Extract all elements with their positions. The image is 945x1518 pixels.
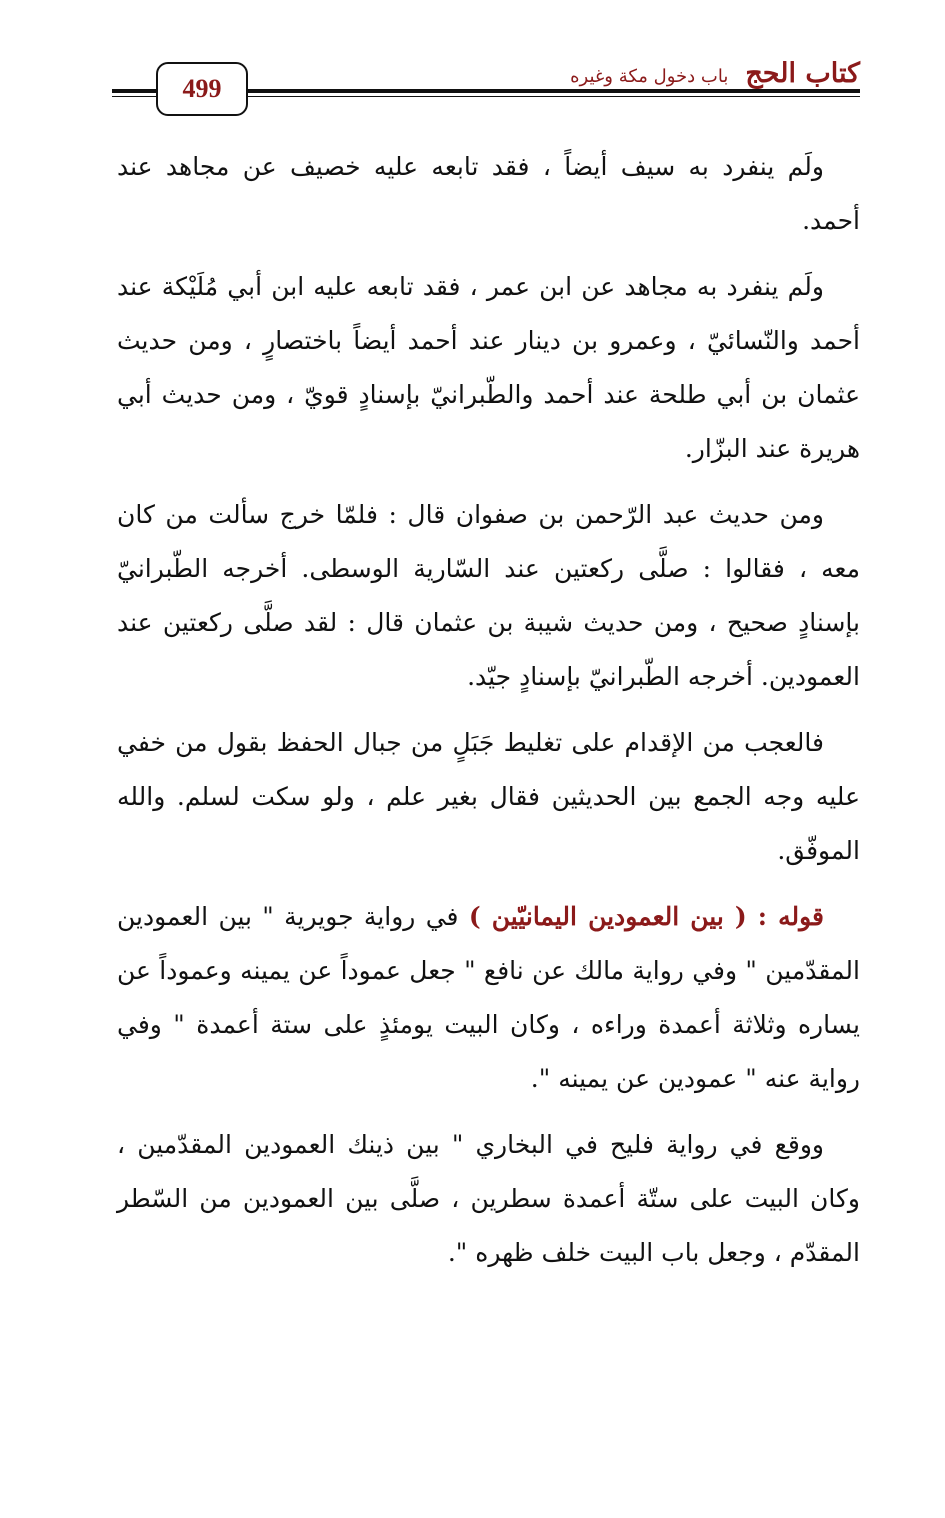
paragraph-1: ولَم ينفرد به سيف أيضاً ، فقد تابعه عليه خصيف عن مجاهد عند أحمد.	[117, 152, 860, 235]
paragraph-4: فالعجب من الإقدام على تغليط جَبَلٍ من جبال الحفظ بقول من خفي عليه وجه الجمع بين الحديثين فقال بغير علم ، ولو سكت لسلم. والله الموفّق.	[117, 728, 860, 865]
page-body	[117, 140, 860, 1292]
book-title: كتاب الحج	[745, 58, 860, 89]
paragraph-3: ومن حديث عبد الرّحمن بن صفوان قال : فلمّا خرج سألت من كان معه ، فقالوا : صلَّى ركعتين عند السّارية الوسطى. أخرجه الطّبرانيّ بإسنادٍ صحيح ، ومن حديث شيبة بن عثمان قال : لقد صلَّى ركعتين عند العمودين. أخرجه الطّبرانيّ بإسنادٍ جيّد.	[117, 500, 860, 691]
paragraph-2: ولَم ينفرد به مجاهد عن ابن عمر ، فقد تابعه عليه ابن أبي مُلَيْكة عند أحمد والنّسائيّ ، وعمرو بن دينار عند أحمد أيضاً باختصارٍ ، ومن حديث عثمان بن أبي طلحة عند أحمد والطّبرانيّ بإسنادٍ قويّ ، ومن حديث أبي هريرة عند البزّار.	[117, 272, 860, 463]
page-number: 499	[156, 62, 248, 116]
paragraph-5-text: في رواية جويرية " بين العمودين المقدّمين " وفي رواية مالك عن نافع " جعل عموداً عن يمينه وعموداً عن يساره وثلاثة أعمدة وراءه ، وكان البيت يومئذٍ على ستة أعمدة " وفي رواية عنه " عمودين عن يمينه ".	[117, 902, 860, 1093]
page-header	[112, 52, 860, 112]
paragraph-6: ووقع في رواية فليح في البخاري " بين ذينك العمودين المقدّمين ، وكان البيت على ستّة أعمدة سطرين ، صلَّى بين العمودين من السّطر المقدّم ، وجعل باب البيت خلف ظهره ".	[117, 1130, 860, 1267]
chapter-title: باب دخول مكة وغيره	[570, 66, 729, 87]
commentary-lemma: قوله : ( بين العمودين اليمانيّين )	[468, 902, 824, 931]
header-titles	[570, 58, 860, 89]
paragraph-5	[117, 890, 860, 1106]
